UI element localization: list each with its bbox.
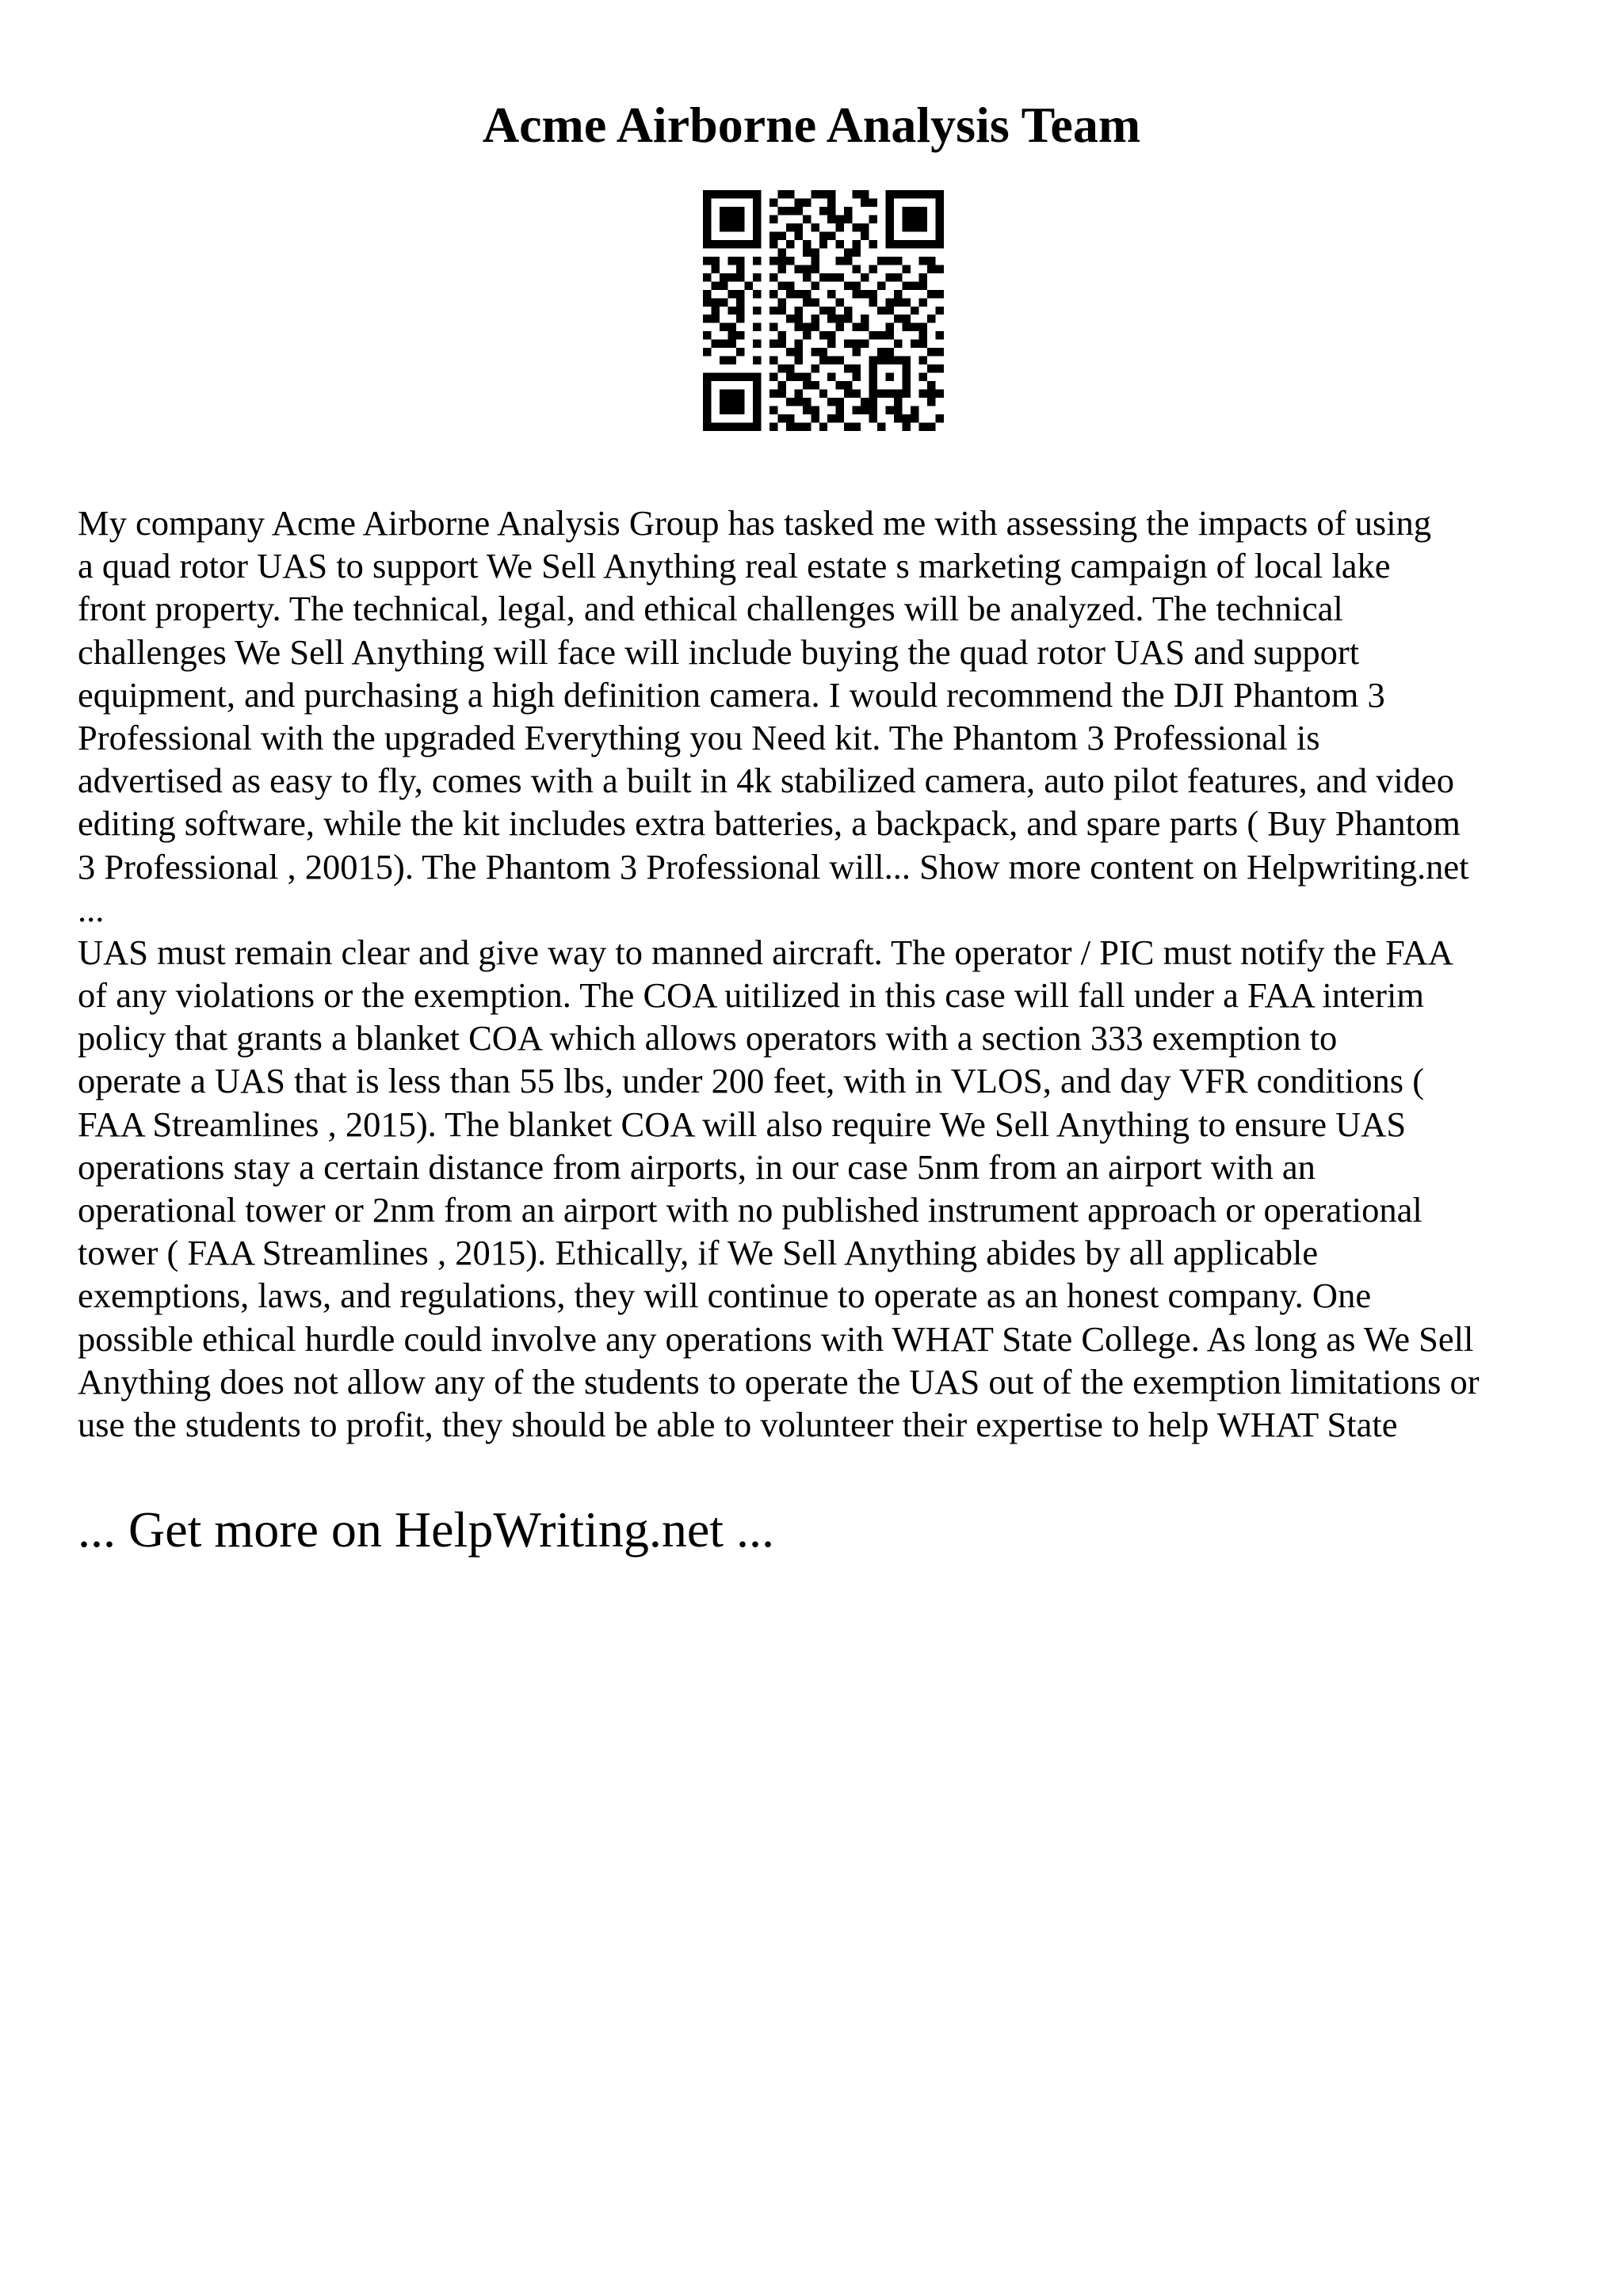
body-line: use the students to profit, they should be able to volunteer their expertise to help WHAT State [78, 1404, 1398, 1444]
body-line: operational tower or 2nm from an airport with no published instrument approach or operational [78, 1190, 1423, 1230]
body-line: My company Acme Airborne Analysis Group has tasked me with assessing the impacts of using [78, 503, 1432, 543]
body-line: 3 Professional , 20015). The Phantom 3 Professional will... Show more content on Helpwriting.net [78, 846, 1469, 887]
body-line: challenges We Sell Anything will face will include buying the quad rotor UAS and support [78, 631, 1360, 672]
body-line: front property. The technical, legal, and ethical challenges will be analyzed. The technical [78, 589, 1343, 629]
body-line: operate a UAS that is less than 55 lbs, under 200 feet, with in VLOS, and day VFR conditions ( [78, 1061, 1425, 1101]
body-text [78, 502, 1568, 1446]
body-line: a quad rotor UAS to support We Sell Anything real estate s marketing campaign of local lake [78, 546, 1391, 586]
body-line: operations stay a certain distance from airports, in our case 5nm from an airport with an [78, 1146, 1316, 1187]
page-title: Acme Airborne Analysis Team [482, 97, 1141, 153]
body-line: UAS must remain clear and give way to manned aircraft. The operator / PIC must notify the FAA [78, 932, 1453, 972]
body-line: of any violations or the exemption. The COA uitilized in this case will fall under a FAA interim [78, 975, 1424, 1016]
body-line: policy that grants a blanket COA which allows operators with a section 333 exemption to [78, 1018, 1338, 1058]
body-line: Professional with the upgraded Everything you Need kit. The Phantom 3 Professional is [78, 717, 1320, 757]
body-line: FAA Streamlines , 2015). The blanket COA will also require We Sell Anything to ensure UAS [78, 1104, 1407, 1144]
body-line: editing software, while the kit includes extra batteries, a backpack, and spare parts ( Buy Phantom [78, 803, 1461, 844]
body-line: Anything does not allow any of the students to operate the UAS out of the exemption limitations or [78, 1361, 1480, 1402]
body-line: advertised as easy to fly, comes with a built in 4k stabilized camera, auto pilot features, and video [78, 761, 1455, 801]
qr-code-icon [703, 190, 944, 431]
body-line: ... [78, 889, 105, 929]
body-line: exemptions, laws, and regulations, they will continue to operate as an honest company. One [78, 1276, 1372, 1316]
body-line: tower ( FAA Streamlines , 2015). Ethically, if We Sell Anything abides by all applicable [78, 1233, 1319, 1273]
body-line: equipment, and purchasing a high definition camera. I would recommend the DJI Phantom 3 [78, 674, 1385, 715]
get-more-link[interactable]: ... Get more on HelpWriting.net ... [78, 1501, 774, 1558]
body-line: possible ethical hurdle could involve any operations with WHAT State College. As long as We Sell [78, 1318, 1474, 1359]
